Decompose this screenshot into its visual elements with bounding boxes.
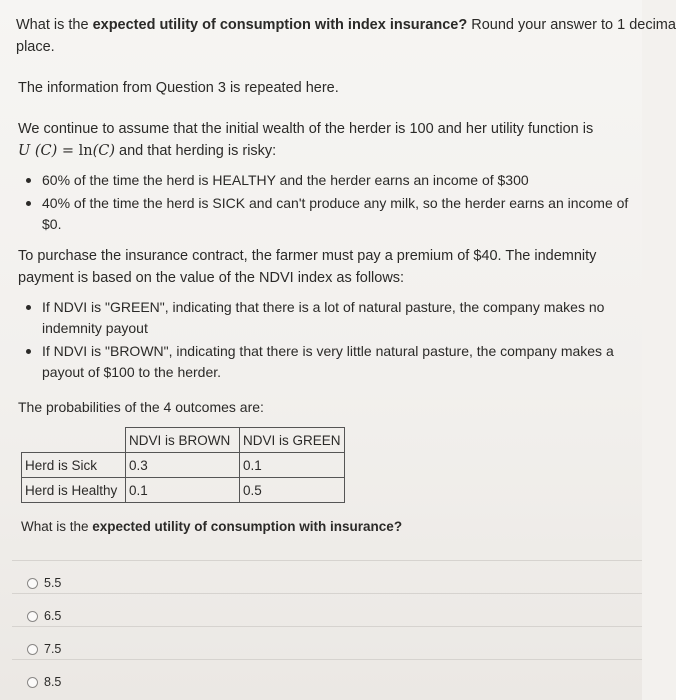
table-cell: 0.1 (126, 478, 240, 503)
option-divider (12, 659, 642, 660)
answer-option[interactable] (0, 659, 642, 689)
sub-question-prefix: What is the (21, 519, 93, 534)
option-divider (12, 626, 642, 627)
option-divider (12, 560, 642, 561)
answer-option[interactable] (0, 560, 642, 590)
table-header-row (22, 428, 345, 453)
option-label[interactable]: 5.5 (44, 576, 62, 590)
question-title (16, 14, 676, 58)
title-line2: place. (16, 39, 55, 55)
sub-question-bold: expected utility of consumption with insurance? (92, 519, 403, 534)
radio-button[interactable] (27, 611, 38, 622)
table-cell: 0.3 (126, 453, 240, 478)
answer-option[interactable] (0, 626, 642, 656)
option-label[interactable]: 8.5 (44, 675, 62, 689)
assumption-text (18, 118, 593, 162)
radio-button[interactable] (27, 644, 38, 655)
table-row (22, 478, 345, 503)
answer-option[interactable] (0, 593, 642, 623)
outcome-sick: 40% of the time the herd is SICK and can't produce any milk, so the herder earns an income of $0. (24, 193, 636, 235)
radio-button[interactable] (27, 677, 38, 688)
outcome-healthy: 60% of the time the herd is HEALTHY and the herder earns an income of $300 (24, 170, 636, 191)
assumption-line2-suffix: and that herding is risky: (115, 143, 277, 159)
premium-text: To purchase the insurance contract, the farmer must pay a premium of $40. The indemnity payment is based on the value of the NDVI index as follows: (18, 248, 597, 286)
option-divider (12, 593, 642, 594)
formula-fn: ln (78, 143, 93, 159)
option-label[interactable]: 7.5 (44, 642, 62, 656)
title-prefix: What is the (16, 17, 93, 33)
ndvi-rule-list (24, 297, 620, 385)
assumption-line1: We continue to assume that the initial wealth of the herder is 100 and her utility function is (18, 121, 594, 137)
table-row (22, 453, 345, 478)
prob-intro: The probabilities of the 4 outcomes are: (18, 399, 264, 415)
outcome-list (24, 170, 636, 237)
option-label[interactable]: 6.5 (44, 609, 62, 623)
probability-table (21, 427, 345, 503)
table-cell: Herd is Sick (22, 453, 126, 478)
formula-arg: (C) (92, 143, 116, 159)
ndvi-green-rule: If NDVI is "GREEN", indicating that there is a lot of natural pasture, the company makes no indemnity payout (24, 297, 620, 339)
table-cell: Herd is Healthy (22, 478, 126, 503)
table-header-cell: NDVI is GREEN (240, 428, 345, 453)
formula-lhs: U (C) = (18, 143, 79, 159)
utility-formula (18, 143, 115, 159)
table-header-cell (22, 428, 126, 453)
radio-button[interactable] (27, 578, 38, 589)
title-bold: expected utility of consumption with index insurance? (92, 17, 468, 33)
title-suffix: Round your answer to 1 decima (467, 17, 676, 33)
table-header-cell: NDVI is BROWN (126, 428, 240, 453)
intro-text: The information from Question 3 is repeated here. (18, 80, 339, 96)
table-cell: 0.5 (240, 478, 345, 503)
table-cell: 0.1 (240, 453, 345, 478)
sub-question (21, 517, 402, 537)
ndvi-brown-rule: If NDVI is "BROWN", indicating that there is very little natural pasture, the company makes a payout of $100 to the herder. (24, 341, 620, 383)
